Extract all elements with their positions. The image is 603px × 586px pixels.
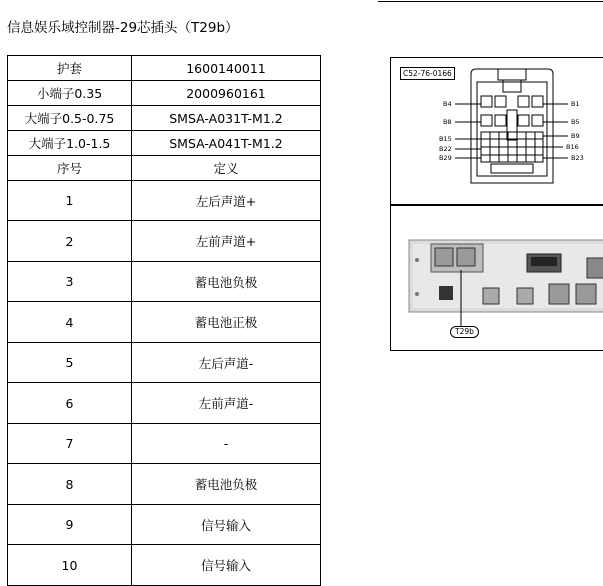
spec-row [8,56,321,81]
callout-left: B15 [439,135,452,143]
pin-number: 7 [8,424,132,464]
table-row [8,262,321,302]
pin-definition: 蓄电池负极 [132,262,321,302]
pin-number: 8 [8,464,132,505]
document-title: 信息娱乐域控制器-29芯插头（T29b） [7,20,239,36]
table-row [8,221,321,262]
pin-number: 5 [8,343,132,383]
pin-definition: 信号输入 [132,505,321,545]
spec-row [8,106,321,131]
spec-value: 1600140011 [132,56,321,81]
pin-definition: 左后声道+ [132,181,321,221]
pin-number-header: 序号 [8,156,132,181]
pin-definition: - [132,424,321,464]
pin-definition: 蓄电池负极 [132,464,321,505]
pin-number: 6 [8,383,132,424]
callout-right: B9 [571,132,580,140]
callout-right: B23 [571,154,584,162]
callout-right: B5 [571,118,580,126]
pin-definition-header: 定义 [132,156,321,181]
callout-left: B29 [439,154,452,162]
spec-row [8,81,321,106]
pin-table-header [8,156,321,181]
pin-number: 1 [8,181,132,221]
spec-label: 大端子1.0-1.5 [8,131,132,156]
callout-right: B16 [566,143,579,151]
callout-left: B8 [443,118,452,126]
table-row [8,464,321,505]
table-row [8,302,321,343]
table-row [8,545,321,586]
pin-number: 2 [8,221,132,262]
spec-value: 2000960161 [132,81,321,106]
spec-label: 小端子0.35 [8,81,132,106]
spec-value: SMSA-A031T-M1.2 [132,106,321,131]
spec-value: SMSA-A041T-M1.2 [132,131,321,156]
pin-definition: 左前声道- [132,383,321,424]
callout-right: B1 [571,100,580,108]
callout-left: B22 [439,145,452,153]
pin-number: 10 [8,545,132,586]
pin-definition: 信号输入 [132,545,321,586]
spec-label: 护套 [8,56,132,81]
pin-definition-table [7,55,321,586]
table-row [8,505,321,545]
spec-label: 大端子0.5-0.75 [8,106,132,131]
table-row [8,383,321,424]
pin-number: 3 [8,262,132,302]
pin-definition: 左前声道+ [132,221,321,262]
pin-definition: 左后声道- [132,343,321,383]
pin-definition: 蓄电池正极 [132,302,321,343]
callout-left: B4 [443,100,452,108]
table-row [8,343,321,383]
pin-number: 9 [8,505,132,545]
connector-tag: T29b [450,326,479,338]
spec-row [8,131,321,156]
figure-divider [391,204,603,206]
table-row [8,181,321,221]
top-rule [378,1,603,2]
table-row [8,424,321,464]
connector-figure [390,57,603,351]
pin-number: 4 [8,302,132,343]
diagram-code-label: C52-76-0166 [400,67,455,80]
